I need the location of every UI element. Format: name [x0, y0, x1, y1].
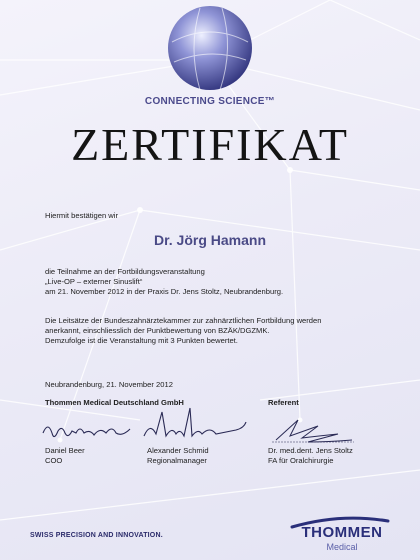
paragraph-line: Die Leitsätze der Bundeszahnärztekammer zur zahnärztlichen Fortbildung werden	[45, 316, 322, 325]
event-title: „Live-OP – externer Sinuslift“	[45, 277, 143, 286]
issuing-company: Thommen Medical Deutschland GmbH	[45, 398, 184, 407]
signer-block	[268, 446, 353, 466]
referent-label: Referent	[268, 398, 299, 407]
signature-daniel-beer	[40, 415, 135, 445]
signer-name: Daniel Beer	[45, 446, 85, 455]
place-date: Neubrandenburg, 21. November 2012	[45, 380, 173, 389]
signer-name: Dr. med.dent. Jens Stoltz	[268, 446, 353, 455]
footer-tagline: SWISS PRECISION AND INNOVATION.	[30, 532, 163, 539]
signer-role: FA für Oralchirurgie	[268, 456, 334, 465]
signer-role: Regionalmanager	[147, 456, 207, 465]
participation-paragraph	[45, 267, 385, 297]
paragraph-line: am 21. November 2012 in der Praxis Dr. Jens Stoltz, Neubrandenburg.	[45, 287, 284, 296]
company-logo-sub: Medical	[326, 542, 358, 552]
certificate-title: ZERTIFIKAT	[71, 119, 349, 170]
globe-logo-icon	[160, 2, 260, 97]
signer-block	[45, 446, 85, 466]
paragraph-line: die Teilnahme an der Fortbildungsveranstaltung	[45, 267, 205, 276]
company-logo-name: THOMMEN	[301, 524, 383, 541]
signer-block	[147, 446, 209, 466]
signature-jens-stoltz	[268, 414, 358, 446]
signer-role: COO	[45, 456, 63, 465]
signature-alexander-schmid	[140, 402, 250, 444]
intro-text: Hiermit bestätigen wir	[45, 211, 119, 220]
points-paragraph	[45, 316, 385, 346]
paragraph-line: Demzufolge ist die Veranstaltung mit 3 Punkten bewertet.	[45, 336, 238, 345]
brand-tagline: CONNECTING SCIENCE™	[144, 96, 276, 107]
signer-name: Alexander Schmid	[147, 446, 209, 455]
recipient-name: Dr. Jörg Hamann	[153, 232, 267, 248]
paragraph-line: anerkannt, einschliesslich der Punktbewertung von BZÄK/DGZMK.	[45, 326, 270, 335]
